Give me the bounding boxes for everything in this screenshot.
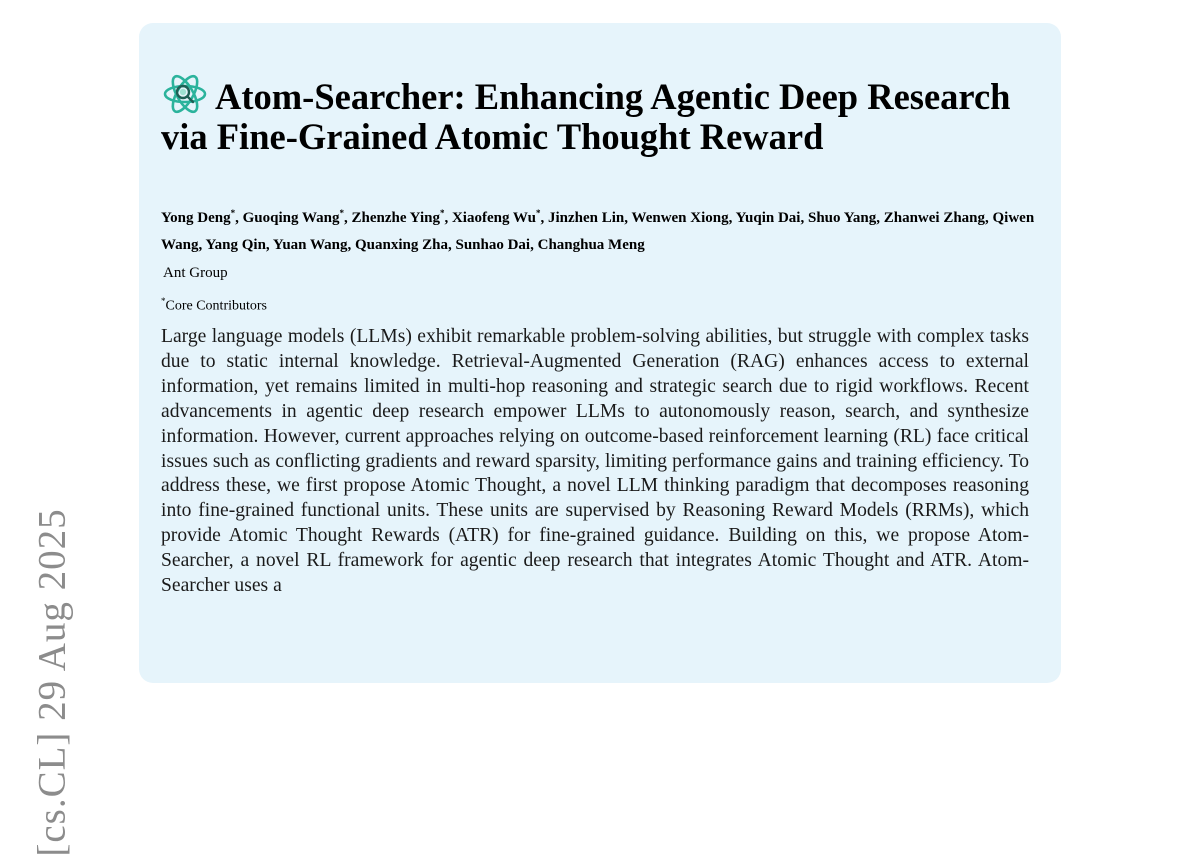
author-name: Wenwen Xiong xyxy=(631,210,729,226)
author-name: Zhenzhe Ying* xyxy=(351,208,445,226)
author-mark: * xyxy=(439,208,445,218)
author-name: Yuqin Dai xyxy=(735,210,801,226)
author-name: Quanxing Zha xyxy=(355,237,448,253)
author-name: Changhua Meng xyxy=(537,237,645,253)
author-name: Guoqing Wang* xyxy=(242,208,344,226)
author-name: Jinzhen Lin xyxy=(548,210,625,226)
author-name: Yang Qin xyxy=(205,237,266,253)
arxiv-side-stamp xyxy=(22,0,82,857)
paper-title xyxy=(161,70,1041,155)
author-name: Yuan Wang xyxy=(272,237,348,253)
author-mark: * xyxy=(339,208,344,218)
author-name: Qiwen Wang xyxy=(161,210,1035,253)
author-name: Xiaofeng Wu* xyxy=(451,208,541,226)
author-name: Sunhao Dai xyxy=(455,237,531,253)
contributor-mark: * xyxy=(161,296,166,306)
arxiv-stamp-text: [cs.CL] 29 Aug 2025 xyxy=(30,508,74,857)
author-list: Yong Deng*, Guoqing Wang*, Zhenzhe Ying*, Xiaofeng Wu*, Jinzhen Lin, Wenwen Xiong, Yuqin Dai, Shuo Yang, Zhanwei Zhang, Qiwen Wang, Yang Qin, Yuan Wang, Quanxing Zha, Sunhao Dai, Changhua Meng xyxy=(161,208,1035,253)
title-block xyxy=(161,70,1041,155)
author-mark: * xyxy=(230,208,236,218)
abstract-text: Large language models (LLMs) exhibit remarkable problem-solving abilities, but struggle with complex tasks due to static internal knowledge. Retrieval-Augmented Generation (RAG) enhances access to external information, yet remains limited in multi-hop reasoning and strategic search due to rigid workflows. Recent advancements in agentic deep research empower LLMs to autonomously reason, search, and synthesize information. However, current approaches relying on outcome-based reinforcement learning (RL) face critical issues such as conflicting gradients and reward sparsity, limiting performance gains and training efficiency. To address these, we first propose Atomic Thought, a novel LLM thinking paradigm that decomposes reasoning into fine-grained functional units. These units are supervised by Reasoning Reward Models (RRMs), which provide Atomic Thought Rewards (ATR) for fine-grained guidance. Building on this, we propose Atom-Searcher, a novel RL framework for agentic deep research that integrates Atomic Thought and ATR. Atom-Searcher uses a xyxy=(161,326,1029,597)
contributor-note xyxy=(161,292,267,316)
affiliation: Ant Group xyxy=(163,265,228,281)
atom-magnifier-icon xyxy=(161,70,209,118)
author-mark: * xyxy=(536,208,541,218)
author-name: Yong Deng* xyxy=(161,208,236,226)
author-name: Zhanwei Zhang xyxy=(883,210,986,226)
title-text: Atom-Searcher: Enhancing Agentic Deep Research via Fine-Grained Atomic Thought Reward xyxy=(161,76,1011,157)
author-name: Shuo Yang xyxy=(807,210,877,226)
contributor-note-text: Core Contributors xyxy=(165,298,267,314)
